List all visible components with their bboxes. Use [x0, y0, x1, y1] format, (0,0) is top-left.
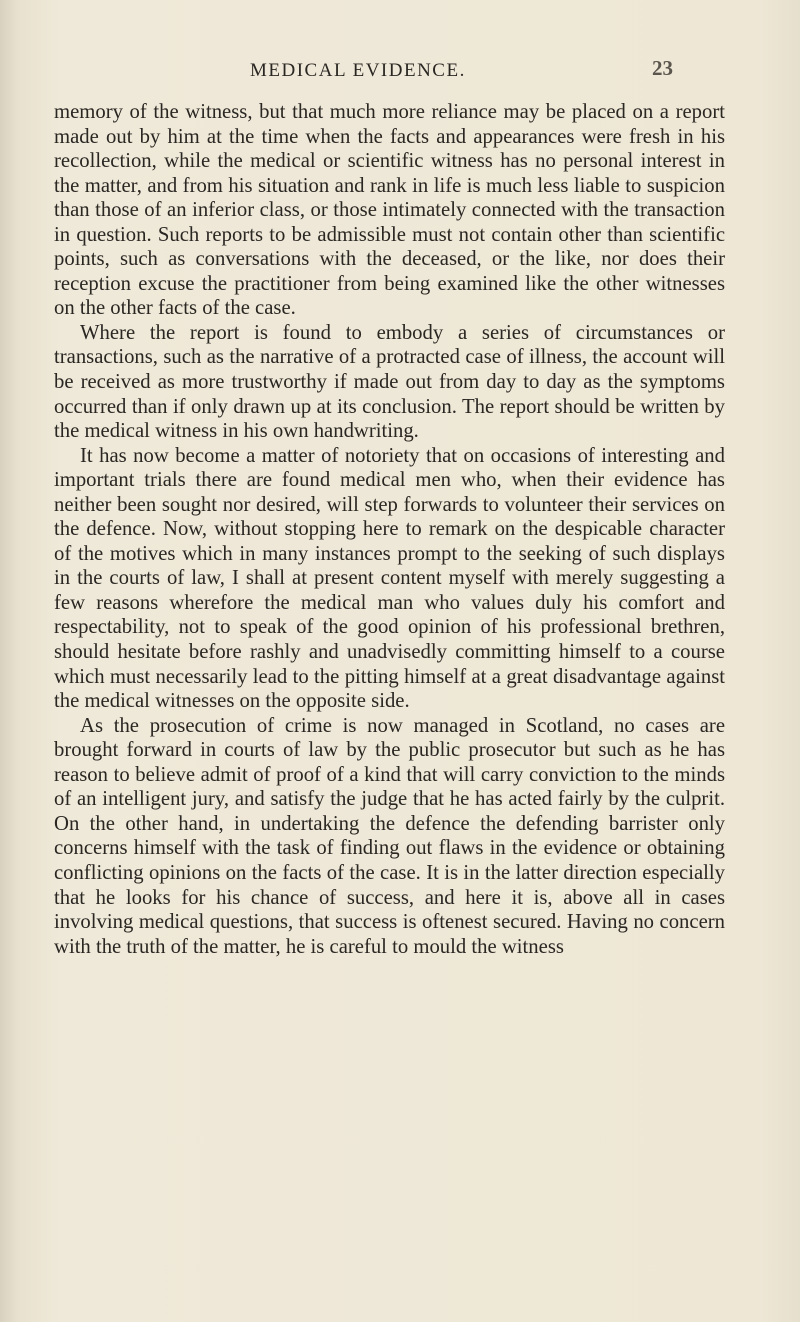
paragraph-continued: memory of the witness, but that much more reliance may be placed on a report made out by him at the time when the facts and appearances were fresh in his recollection, while the medical or scientific witness has no personal interest in the matter, and from his situation and rank in life is much less liable to suspicion than those of an inferior class, or those intimately connected with the transaction in question. Such reports to be admissible must not contain other than scientific points, such as conversations with the deceased, or the like, nor does their reception excuse the practitioner from being examined like the other witnesses on the other facts of the case. — [54, 101, 725, 320]
page-header — [0, 56, 800, 90]
running-title: MEDICAL EVIDENCE. — [250, 60, 466, 81]
body-text — [54, 100, 725, 959]
paragraph: As the prosecution of crime is now managed in Scotland, no cases are brought forward in courts of law by the public prosecutor but such as he has reason to believe admit of proof of a kind that will carry conviction to the minds of an intelligent jury, and satisfy the judge that he has acted fairly by the culprit. On the other hand, in undertaking the defence the defending barrister only concerns himself with the task of finding out flaws in the evidence or obtaining conflicting opinions on the facts of the case. It is in the latter direction especially that he looks for his chance of success, and here it is, above all in cases involving medical questions, that success is oftenest secured. Having no concern with the truth of the matter, he is careful to mould the witness — [54, 714, 725, 958]
paragraph: Where the report is found to embody a series of circumstances or transactions, such as the narrative of a protracted case of illness, the account will be received as more trustworthy if made out from day to day as the symptoms occurred than if only drawn up at its conclusion. The report should be written by the medical witness in his own handwriting. — [54, 321, 725, 443]
paragraph: It has now become a matter of notoriety that on occasions of interesting and important trials there are found medical men who, when their evidence has neither been sought nor desired, will step forwards to volunteer their services on the defence. Now, without stopping here to remark on the despicable character of the motives which in many instances prompt to the seeking of such displays in the courts of law, I shall at present content myself with merely suggesting a few reasons wherefore the medical man who values duly his comfort and respectability, not to speak of the good opinion of his professional brethren, should hesitate before rashly and unadvisedly committing himself to a course which must necessarily lead to the pitting himself at a great disadvantage against the medical witnesses on the opposite side. — [54, 444, 725, 713]
page-number: 23 — [652, 56, 673, 80]
